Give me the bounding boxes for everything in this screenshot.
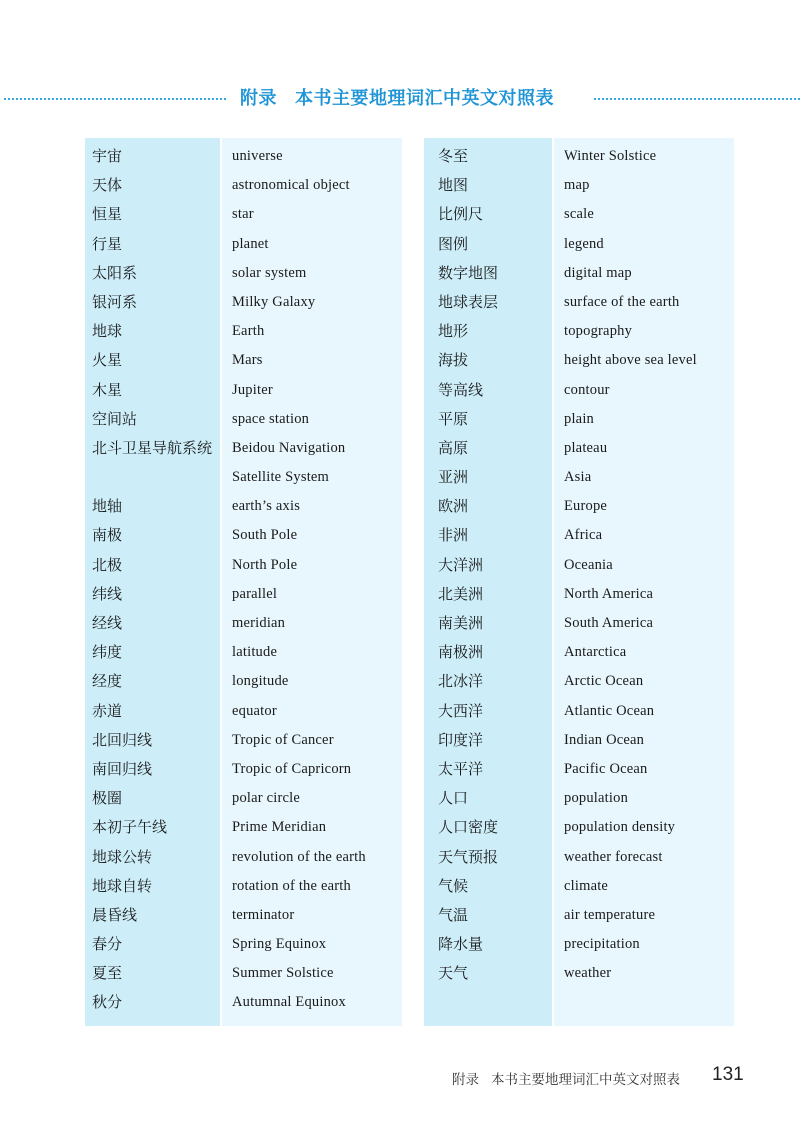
term-chinese: 宇宙	[92, 147, 123, 165]
glossary-row	[0, 171, 800, 200]
term-english: contour	[564, 381, 610, 398]
term-chinese: 纬线	[92, 584, 123, 603]
term-chinese: 春分	[92, 935, 123, 954]
term-chinese: 赤道	[92, 701, 123, 720]
term-english: Pacific Ocean	[564, 760, 648, 777]
glossary-row	[0, 901, 800, 930]
term-chinese: 夏至	[92, 964, 123, 983]
term-chinese: 经度	[92, 672, 123, 691]
term-chinese: 数字地图	[438, 263, 499, 282]
term-english: Africa	[564, 527, 603, 544]
glossary-row	[0, 930, 800, 959]
term-chinese: 晨昏线	[92, 905, 138, 924]
glossary-row	[0, 230, 800, 259]
term-english: scale	[564, 206, 594, 223]
term-english: parallel	[232, 585, 278, 602]
glossary-row	[0, 755, 800, 784]
term-chinese: 比例尺	[438, 205, 484, 224]
page-title-section: 附录	[240, 88, 277, 109]
term-english: map	[564, 177, 590, 194]
term-english: planet	[232, 235, 269, 252]
term-chinese: 冬至	[438, 147, 469, 165]
running-footer	[452, 1068, 680, 1088]
glossary-row	[0, 317, 800, 346]
term-chinese: 南极洲	[438, 643, 484, 662]
glossary-rows-right	[0, 142, 800, 988]
term-chinese: 图例	[438, 234, 469, 253]
glossary-row	[0, 259, 800, 288]
term-english: star	[232, 206, 254, 223]
term-english: population density	[564, 819, 676, 836]
term-english: Beidou Navigation	[232, 439, 346, 456]
glossary-table-right	[0, 138, 800, 1026]
term-english: plain	[564, 410, 594, 427]
term-chinese: 火星	[92, 351, 123, 370]
glossary-row	[0, 551, 800, 580]
term-english: Tropic of Cancer	[232, 731, 334, 748]
term-english: North America	[564, 585, 654, 602]
term-chinese: 天气	[438, 964, 469, 983]
term-english: Milky Galaxy	[232, 293, 316, 310]
term-english: South Pole	[232, 527, 298, 544]
glossary-row	[0, 697, 800, 726]
glossary-row	[0, 813, 800, 842]
term-english: space station	[232, 410, 310, 427]
glossary-row	[0, 638, 800, 667]
page-footer	[0, 1064, 800, 1090]
term-english: weather forecast	[564, 848, 663, 865]
term-english: earth’s axis	[232, 498, 301, 515]
term-chinese: 平原	[438, 409, 469, 428]
term-chinese: 南回归线	[92, 759, 153, 778]
glossary-row	[0, 784, 800, 813]
term-chinese: 天体	[92, 176, 123, 195]
term-chinese: 人口	[438, 789, 469, 808]
term-chinese: 降水量	[438, 935, 484, 954]
glossary-row	[0, 405, 800, 434]
term-chinese: 欧洲	[438, 497, 469, 516]
term-english: weather	[564, 965, 612, 982]
header-dotted-rule-right	[594, 98, 800, 100]
term-english: Asia	[564, 469, 592, 486]
term-chinese: 地球公转	[92, 847, 153, 866]
glossary-row	[0, 434, 800, 463]
term-english: Atlantic Ocean	[564, 702, 655, 719]
glossary-row	[0, 872, 800, 901]
term-chinese: 木星	[92, 380, 123, 399]
term-chinese: 气温	[438, 905, 469, 924]
term-chinese: 人口密度	[438, 818, 499, 837]
glossary-row	[0, 959, 800, 988]
term-chinese: 太阳系	[92, 263, 138, 282]
term-chinese: 地图	[438, 176, 469, 195]
term-chinese: 地球自转	[92, 876, 153, 895]
term-english: air temperature	[564, 906, 656, 923]
term-chinese: 太平洋	[438, 759, 484, 778]
term-english: Antarctica	[564, 644, 627, 661]
page-header	[0, 84, 800, 114]
glossary-row	[0, 492, 800, 521]
term-chinese: 地轴	[92, 497, 123, 516]
term-english: digital map	[564, 264, 632, 281]
term-english: precipitation	[564, 936, 640, 953]
glossary-row	[0, 142, 800, 171]
glossary-row	[0, 580, 800, 609]
term-chinese: 行星	[92, 234, 123, 253]
term-english: height above sea level	[564, 352, 697, 369]
term-english: Oceania	[564, 556, 613, 573]
glossary-row	[0, 346, 800, 375]
glossary-row	[0, 200, 800, 229]
term-english: Jupiter	[232, 381, 273, 398]
term-chinese: 秋分	[92, 993, 123, 1012]
term-english: legend	[564, 235, 604, 252]
term-chinese: 大洋洲	[438, 555, 484, 574]
term-chinese: 北回归线	[92, 730, 153, 749]
term-english: Summer Solstice	[232, 965, 334, 982]
term-english: solar system	[232, 264, 307, 281]
term-chinese: 北斗卫星导航系统	[92, 438, 213, 457]
glossary-row	[0, 667, 800, 696]
term-chinese: 极圈	[92, 789, 123, 808]
term-chinese: 恒星	[92, 205, 123, 224]
term-chinese: 地球表层	[438, 292, 499, 311]
term-chinese: 高原	[438, 438, 469, 457]
term-english: revolution of the earth	[232, 848, 366, 865]
term-english: astronomical object	[232, 177, 350, 194]
glossary-row	[0, 376, 800, 405]
term-chinese: 北美洲	[438, 584, 484, 603]
term-english: rotation of the earth	[232, 877, 351, 894]
term-english: population	[564, 790, 629, 807]
term-english: Tropic of Capricorn	[232, 760, 352, 777]
term-english: climate	[564, 877, 609, 894]
term-chinese: 非洲	[438, 526, 469, 545]
term-english: meridian	[232, 615, 286, 631]
header-dotted-rule-left	[4, 98, 226, 100]
footer-section: 附录	[452, 1072, 479, 1088]
term-chinese: 空间站	[92, 409, 138, 428]
glossary-row	[0, 609, 800, 638]
term-chinese: 银河系	[92, 292, 138, 311]
term-english: topography	[564, 323, 633, 340]
term-english: plateau	[564, 439, 608, 456]
term-english: Europe	[564, 498, 608, 515]
term-chinese: 地形	[438, 322, 469, 341]
term-english: surface of the earth	[564, 293, 680, 310]
term-english: equator	[232, 702, 277, 719]
term-chinese: 大西洋	[438, 701, 484, 720]
footer-title: 本书主要地理词汇中英文对照表	[491, 1072, 680, 1088]
term-english: longitude	[232, 673, 289, 690]
term-chinese: 印度洋	[438, 730, 484, 749]
term-english: Indian Ocean	[564, 731, 645, 748]
term-english: Winter Solstice	[564, 148, 657, 164]
term-chinese: 北极	[92, 555, 123, 574]
term-chinese: 亚洲	[438, 468, 469, 487]
term-chinese: 经线	[92, 614, 123, 632]
glossary-row	[0, 843, 800, 872]
term-english: polar circle	[232, 790, 301, 807]
term-english: terminator	[232, 906, 295, 923]
term-english: universe	[232, 148, 283, 164]
term-chinese: 本初子午线	[92, 818, 168, 837]
term-english: North Pole	[232, 556, 298, 573]
term-chinese: 北冰洋	[438, 672, 484, 691]
term-chinese: 天气预报	[438, 847, 499, 866]
glossary-row	[0, 726, 800, 755]
term-chinese: 地球	[92, 322, 123, 341]
term-chinese: 南美洲	[438, 614, 484, 632]
term-english: Arctic Ocean	[564, 673, 644, 690]
glossary-row	[0, 288, 800, 317]
term-chinese: 纬度	[92, 643, 123, 662]
term-chinese: 等高线	[438, 380, 484, 399]
glossary-row	[0, 463, 800, 492]
page-title-text: 本书主要地理词汇中英文对照表	[295, 88, 554, 109]
term-english: Satellite System	[232, 469, 330, 486]
glossary-row	[0, 521, 800, 550]
term-english: latitude	[232, 644, 278, 661]
term-english: Prime Meridian	[232, 819, 327, 836]
term-english: Autumnal Equinox	[232, 994, 346, 1011]
term-english: South America	[564, 615, 654, 631]
term-chinese: 气候	[438, 876, 469, 895]
page-title	[240, 84, 586, 110]
term-english: Mars	[232, 352, 263, 369]
term-chinese: 海拔	[438, 351, 469, 370]
page-number: 131	[712, 1064, 744, 1085]
term-english: Earth	[232, 323, 265, 340]
term-chinese: 南极	[92, 526, 123, 545]
term-english: Spring Equinox	[232, 936, 327, 953]
